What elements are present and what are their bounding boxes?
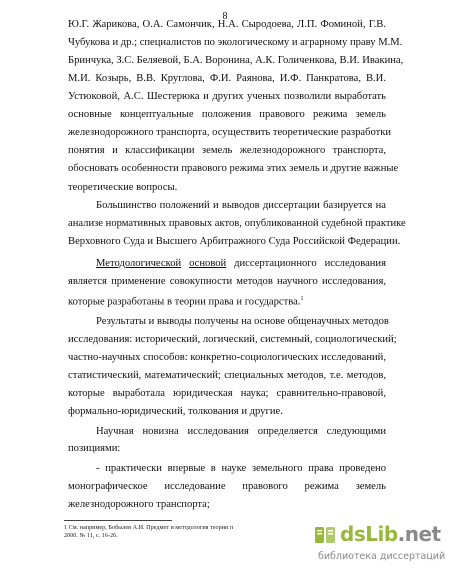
- text-line: которые выработала юридическая наука; сравнительно-правовой,: [68, 388, 386, 399]
- text-line: монографическое исследование правового режима земель: [68, 481, 386, 492]
- text-line: статистический, математический; специальных методов, т.е. методов,: [68, 370, 386, 381]
- footnote-line: 1 См. например, Бобылев А.И. Предмет и методология теории п: [64, 524, 234, 531]
- text-line: Устюковой, А.С. Шестерюка и других ученых позволили выработать: [68, 91, 386, 102]
- watermark: [314, 522, 446, 568]
- footnote-mark: 1: [300, 296, 304, 302]
- text-fragment: исследования: [324, 258, 386, 269]
- text-line-with-footnote: [68, 293, 386, 309]
- text-line: формально-юридический, толкования и другие.: [68, 406, 283, 417]
- text-line: понятия и классификации земель железнодорожного транспорта,: [68, 145, 386, 156]
- text-line: основные концептуальные положения правового режима земель: [68, 109, 386, 120]
- text-line: теоретические вопросы.: [68, 182, 178, 193]
- watermark-subtitle: библиотека диссертаций: [318, 551, 446, 562]
- footnote-line: 2000. № 11, с. 16-26.: [64, 532, 118, 539]
- text-line: железнодорожного транспорта;: [68, 499, 210, 510]
- watermark-brand-tld: .net: [397, 522, 441, 546]
- text-line: Чубукова и др.; специалистов по экологическому и аграрному праву М.М.: [68, 37, 403, 48]
- text-line: М.И. Козырь, В.В. Круглова, Ф.И. Раянова, И.Ф. Панкратова, В.И.: [68, 73, 386, 84]
- text-line: Результаты и выводы получены на основе общенаучных методов: [96, 316, 389, 327]
- footnote-rule: [64, 520, 172, 521]
- book-logo-icon: [314, 524, 336, 546]
- watermark-brand-name: dsLib: [340, 522, 398, 546]
- text-line: исследования: исторический, логический, системный, социологический;: [68, 334, 397, 345]
- text-line: железнодорожного транспорта, осуществить теоретические разработки: [68, 127, 392, 138]
- page-number: 8: [222, 11, 228, 22]
- text-line: Большинство положений и выводов диссертации базируется на: [96, 200, 386, 211]
- text-fragment: которые разработаны в теории права и государства.: [68, 296, 301, 308]
- text-line: позициями:: [68, 443, 121, 454]
- text-line: Научная новизна исследования определяется следующими: [96, 426, 386, 437]
- watermark-brand: [340, 522, 441, 546]
- text-line: является применение совокупности методов научного исследования,: [68, 276, 386, 287]
- text-fragment: диссертационного: [234, 258, 317, 269]
- underlined-term: Методологической: [96, 258, 182, 269]
- underlined-term: основой: [189, 258, 227, 269]
- text-line: Ю.Г. Жарикова, О.А. Самончик, Н.А. Сыродоева, Л.П. Фоминой, Г.В.: [68, 19, 386, 30]
- text-line: Верховного Суда и Высшего Арбитражного Суда Российской Федерации.: [68, 236, 401, 247]
- text-line: частно-научных способов: конкретно-социологических исследований,: [68, 352, 386, 363]
- method-heading-line: [96, 257, 386, 270]
- text-line: Бринчука, З.С. Беляевой, Б.А. Воронина, А.К. Голиченкова, В.И. Ивакина,: [68, 55, 404, 66]
- text-line: анализе нормативных правовых актов, опубликованной судебной практике: [68, 218, 406, 229]
- text-line: обосновать особенности правового режима этих земель и другие важные: [68, 163, 399, 174]
- text-line: - практически впервые в науке земельного права проведено: [96, 463, 386, 474]
